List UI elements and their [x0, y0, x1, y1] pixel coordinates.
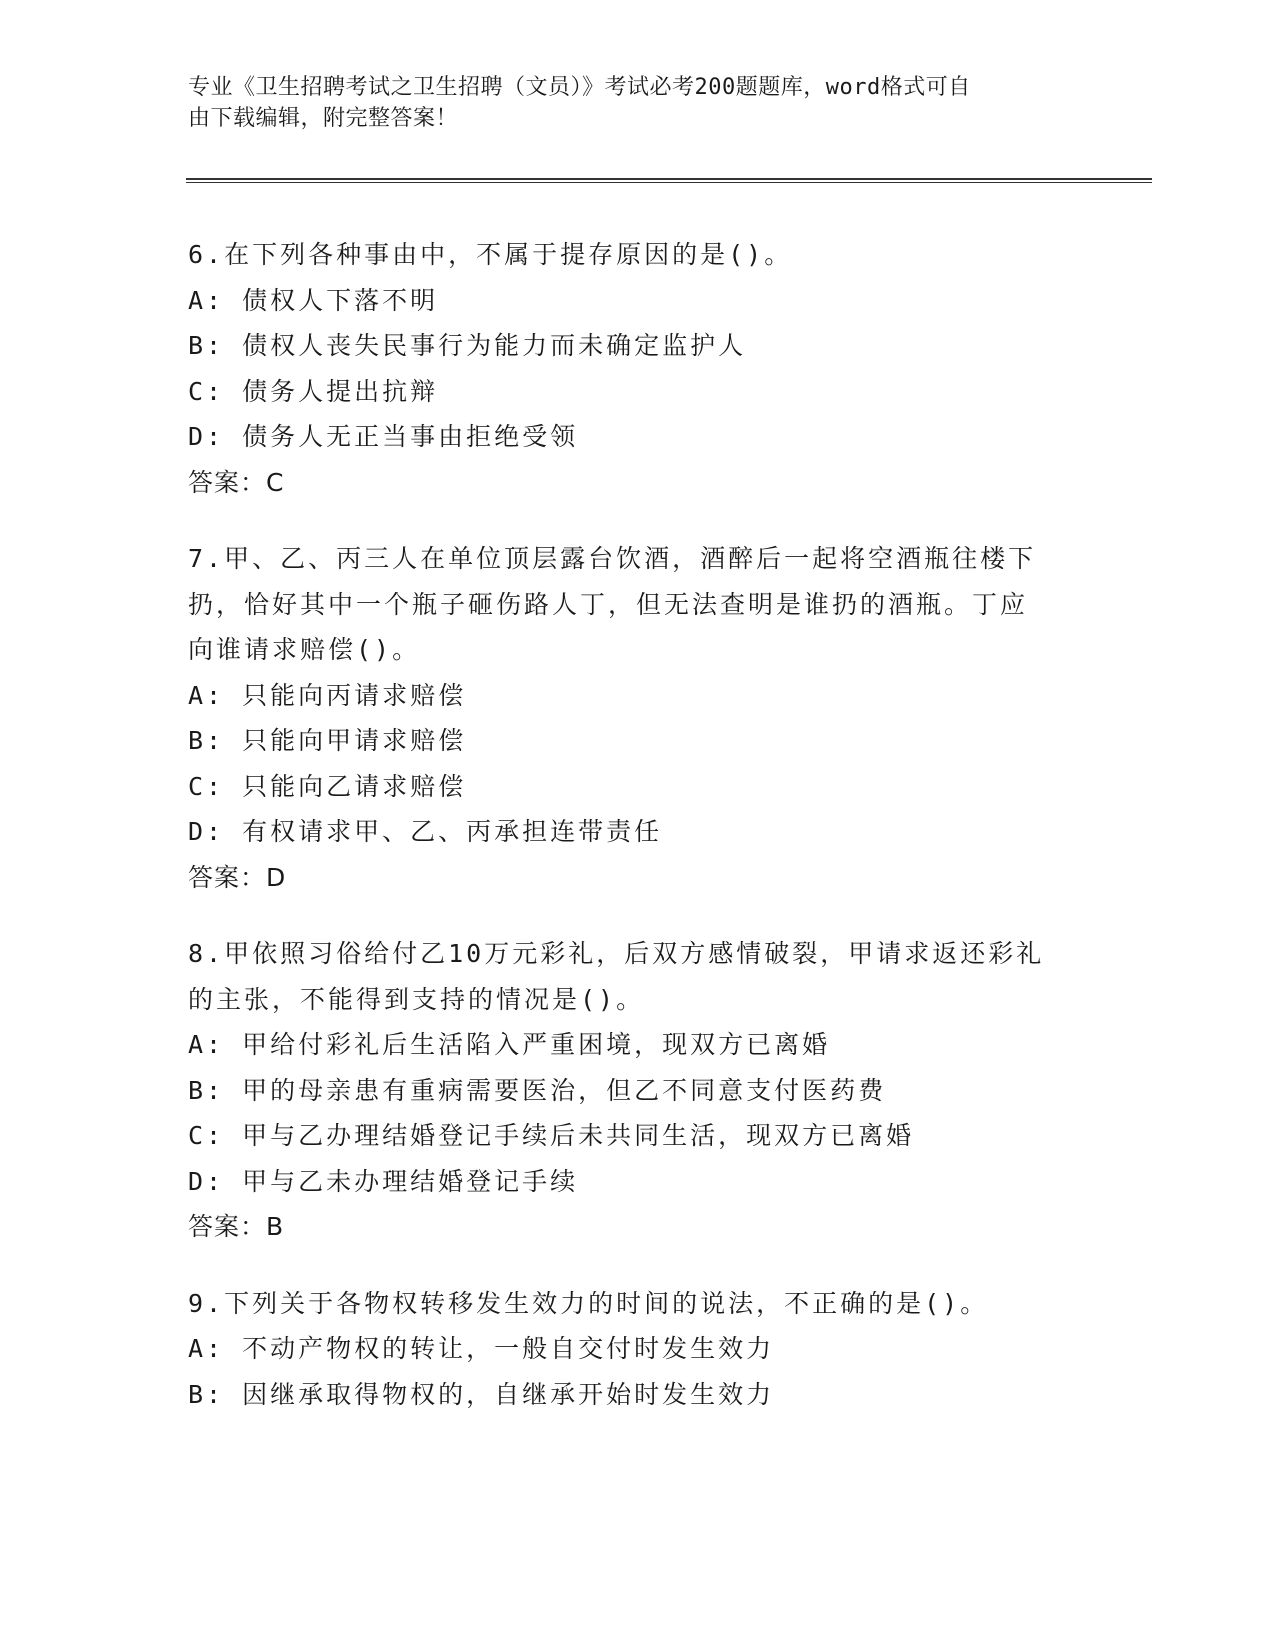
question-7: [188, 536, 1088, 900]
option-a: A: 债权人下落不明: [188, 285, 439, 315]
header-line-2: 由下载编辑，附完整答案！: [188, 106, 459, 131]
header-line-1: 专业《卫生招聘考试之卫生招聘（文员）》考试必考200题题库，word格式可自: [188, 75, 971, 100]
question-list: [188, 232, 1088, 1448]
option-b: B: 债权人丧失民事行为能力而未确定监护人: [188, 331, 747, 360]
option-b: B: 只能向甲请求赔偿: [188, 726, 467, 755]
option-c: C: 只能向乙请求赔偿: [188, 771, 467, 801]
option-c: C: 债务人提出抗辩: [188, 376, 439, 406]
question-6: [188, 232, 1088, 505]
option-a: A: 甲给付彩礼后生活陷入严重困境，现双方已离婚: [188, 1030, 831, 1059]
answer-label: 答案：D: [188, 862, 287, 892]
option-c: C: 甲与乙办理结婚登记手续后未共同生活，现双方已离婚: [188, 1121, 915, 1150]
question-stem: 的主张，不能得到支持的情况是()。: [188, 984, 645, 1014]
option-b: B: 因继承取得物权的，自继承开始时发生效力: [188, 1379, 775, 1409]
question-stem: 向谁请求赔偿()。: [188, 635, 421, 664]
question-stem: 9.下列关于各物权转移发生效力的时间的说法，不正确的是()。: [188, 1288, 989, 1318]
answer-label: 答案：B: [188, 1212, 285, 1241]
question-8: [188, 931, 1088, 1250]
header-divider: [186, 178, 1152, 183]
option-d: D: 债务人无正当事由拒绝受领: [188, 422, 579, 451]
answer-label: 答案：C: [188, 467, 285, 497]
question-9: [188, 1281, 1088, 1418]
option-a: A: 只能向丙请求赔偿: [188, 680, 467, 710]
question-stem: 扔，恰好其中一个瓶子砸伤路人丁，但无法查明是谁扔的酒瓶。丁应: [188, 589, 1029, 619]
question-stem: 8.甲依照习俗给付乙10万元彩礼，后双方感情破裂，甲请求返还彩礼: [188, 939, 1045, 968]
option-d: D: 甲与乙未办理结婚登记手续: [188, 1166, 579, 1196]
option-b: B: 甲的母亲患有重病需要医治，但乙不同意支付医药费: [188, 1075, 887, 1105]
document-header: [188, 72, 1068, 134]
option-d: D: 有权请求甲、乙、丙承担连带责任: [188, 817, 663, 846]
option-a: A: 不动产物权的转让，一般自交付时发生效力: [188, 1334, 775, 1363]
question-stem: 7.甲、乙、丙三人在单位顶层露台饮酒，酒醉后一起将空酒瓶往楼下: [188, 544, 1037, 573]
question-stem: 6.在下列各种事由中，不属于提存原因的是()。: [188, 240, 793, 269]
